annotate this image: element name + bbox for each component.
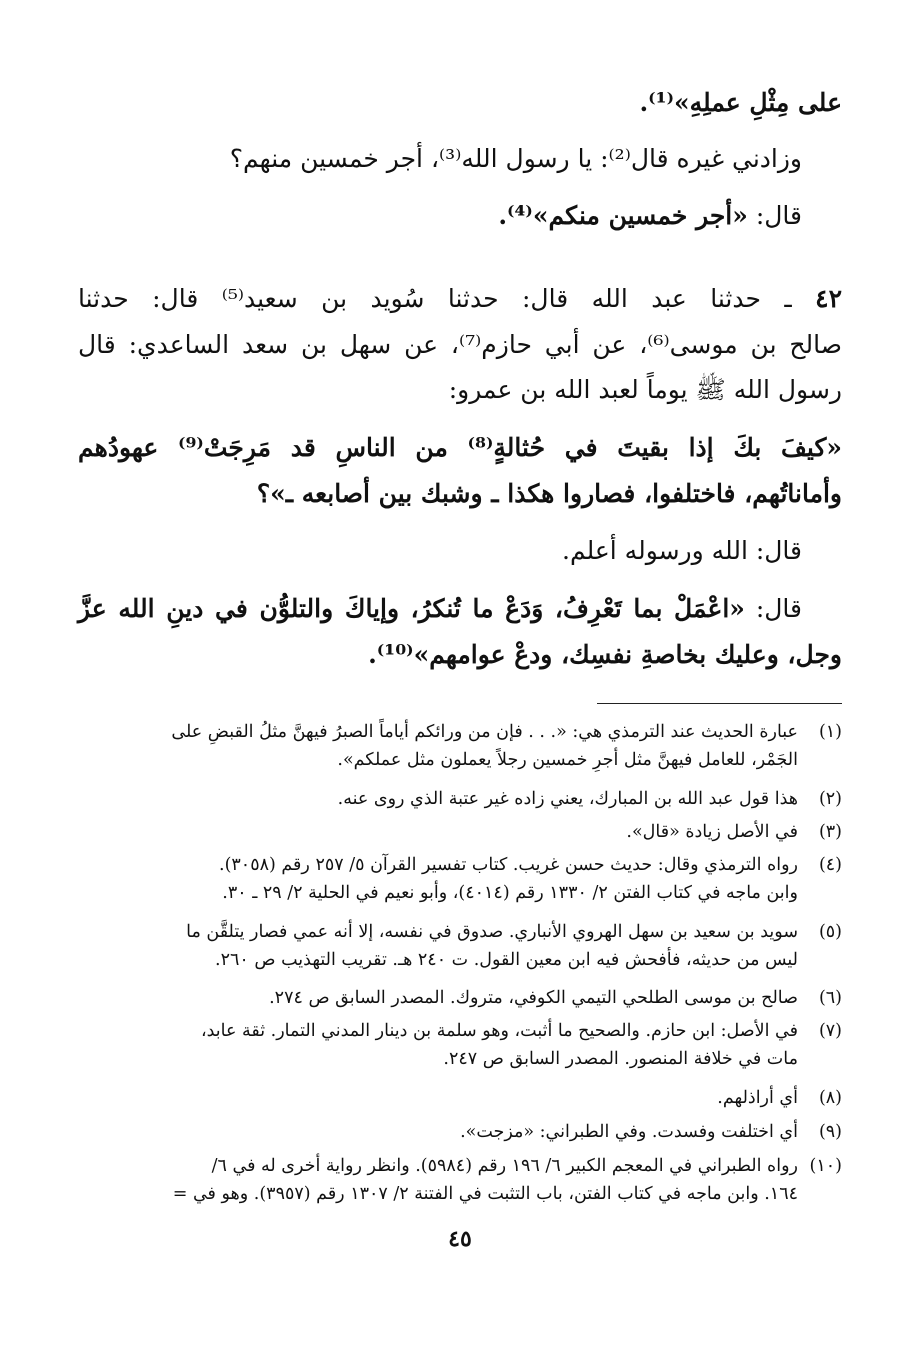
text-line-10 <box>78 589 802 629</box>
footnote-8-text: أي أراذلهم. <box>717 1088 798 1108</box>
footnote-10-text: رواه الطبراني في المعجم الكبير ٦/ ١٩٦ رقم (٥٩٨٤). وانظر رواية أخرى له في ٦/ <box>211 1156 798 1176</box>
footnote-7 <box>78 1017 842 1073</box>
footnote-6-number: (٦) <box>818 988 842 1008</box>
footnote-8-number: (٨) <box>818 1088 842 1108</box>
text-line-3 <box>498 196 802 236</box>
text-line-10-prefix: قال: <box>744 594 802 623</box>
footnote-3-text: في الأصل زيادة «قال». <box>626 822 798 842</box>
footnote-6-text: صالح بن موسى الطلحي التيمي الكوفي، متروك. المصدر السابق ص ٢٧٤. <box>269 988 798 1008</box>
text-line-9: قال: الله ورسوله أعلم. <box>562 536 802 565</box>
footnote-10 <box>78 1152 842 1208</box>
footnote-7-continuation: مات في خلافة المنصور. المصدر السابق ص ٢٤٧. <box>443 1049 798 1069</box>
footnote-2-number: (٢) <box>818 789 842 809</box>
footnote-7-line <box>78 1017 842 1045</box>
footnote-1-line <box>78 718 842 746</box>
footnote-4-number: (٤) <box>818 855 842 875</box>
footnote-9-line <box>78 1118 842 1146</box>
footnote-7-text: في الأصل: ابن حازم. والصحيح ما أثبت، وهو سلمة بن دينار المدني التمار. ثقة عابد، <box>200 1021 798 1041</box>
footnote-4-continuation: وابن ماجه في كتاب الفتن ٢/ ١٣٣٠ رقم (٤٠١٤)، وأبو نعيم في الحلية ٢/ ٢٩ ـ ٣٠. <box>222 883 798 903</box>
footnote-1 <box>78 718 842 774</box>
footnote-2 <box>78 785 842 813</box>
footnote-9 <box>78 1118 842 1146</box>
page-number: ٤٥ <box>448 1226 472 1252</box>
footnote-5-text: سويد بن سعيد بن سهل الهروي الأنباري. صدوق في نفسه، إلا أنه عمي فصار يتلقَّن ما <box>186 922 798 942</box>
text-line-1: على مِثْلِ عملِهِ»⁽¹⁾. <box>639 88 842 117</box>
footnote-5-number: (٥) <box>818 922 842 942</box>
footnote-5-line <box>78 918 842 946</box>
footnote-4 <box>78 851 842 907</box>
footnote-3-line <box>78 818 842 846</box>
text-line-4 <box>78 279 842 319</box>
footnote-5 <box>78 918 842 974</box>
footnote-3-number: (٣) <box>818 822 842 842</box>
footnote-9-text: أي اختلفت وفسدت. وفي الطبراني: «مزجت». <box>460 1122 798 1142</box>
text-line-8: وأماناتُهم، فاختلفوا، فصاروا هكذا ـ وشبك بين أصابعه ـ»؟ <box>256 479 842 508</box>
footnote-5-continuation: ليس من حديثه، فأفحش فيه ابن معين القول. ت ٢٤٠ هـ. تقريب التهذيب ص ٢٦٠. <box>215 950 798 970</box>
footnote-6 <box>78 984 842 1012</box>
footnote-10-line <box>78 1152 842 1180</box>
text-line-3-prefix: قال: <box>747 201 802 230</box>
footnote-4-line <box>78 851 842 879</box>
footnote-10-continuation: ١٦٤. وابن ماجه في كتاب الفتن، باب التثبت في الفتنة ٢/ ١٣٠٧ رقم (٣٩٥٧). وهو في = <box>172 1184 798 1204</box>
footnote-8 <box>78 1084 842 1112</box>
footnote-8-line <box>78 1084 842 1112</box>
footnote-10-number: (١٠) <box>809 1156 842 1176</box>
footnote-3 <box>78 818 842 846</box>
footnote-separator <box>597 703 842 704</box>
footnote-1-text: عبارة الحديث عند الترمذي هي: «. . . فإن من ورائكم أياماً الصبرُ فيهنَّ مثلُ القبضِ على <box>171 722 798 742</box>
footnote-9-number: (٩) <box>818 1122 842 1142</box>
text-line-7: «كيفَ بكَ إذا بقيتَ في حُثالةٍ⁽⁸⁾ من الناسِ قد مَرِجَتْ⁽⁹⁾ عهودُهم <box>78 433 842 462</box>
footnote-4-text: رواه الترمذي وقال: حديث حسن غريب. كتاب تفسير القرآن ٥/ ٢٥٧ رقم (٣٠٥٨). <box>219 855 798 875</box>
hadith-number: ٤٢ <box>815 284 842 313</box>
text-line-5: صالح بن موسى⁽⁶⁾، عن أبي حازم⁽⁷⁾، عن سهل بن سعد الساعدي: قال <box>78 330 843 359</box>
footnote-6-line <box>78 984 842 1012</box>
footnote-1-continuation: الجَمْر، للعامل فيهنَّ مثل أجرِ خمسين رجلاً يعملون مثل عملكم». <box>337 750 798 770</box>
text-line-10-quote: «اعْمَلْ بما تَعْرِفُ، وَدَعْ ما تُنكرُ، وإياكَ والتلوُّن في دينِ الله عزَّ <box>78 594 745 623</box>
text-line-4-rest: ـ حدثنا عبد الله قال: حدثنا سُويد بن سعيد⁽⁵⁾ قال: حدثنا <box>78 284 816 313</box>
footnote-2-line <box>78 785 842 813</box>
text-line-3-quote: «أجر خمسين منكم»⁽⁴⁾. <box>498 201 748 230</box>
text-line-11: وجل، وعليك بخاصةِ نفسِك، ودعْ عوامهم»⁽¹⁰⁾. <box>368 640 842 669</box>
text-line-2: وزادني غيره قال⁽²⁾: يا رسول الله⁽³⁾، أجر خمسين منهم؟ <box>229 144 802 173</box>
footnote-2-text: هذا قول عبد الله بن المبارك، يعني زاده غير عتبة الذي روى عنه. <box>337 789 798 809</box>
footnote-1-number: (١) <box>818 722 842 742</box>
footnote-7-number: (٧) <box>818 1021 842 1041</box>
text-line-6: رسول الله ﷺ يوماً لعبد الله بن عمرو: <box>448 375 842 404</box>
